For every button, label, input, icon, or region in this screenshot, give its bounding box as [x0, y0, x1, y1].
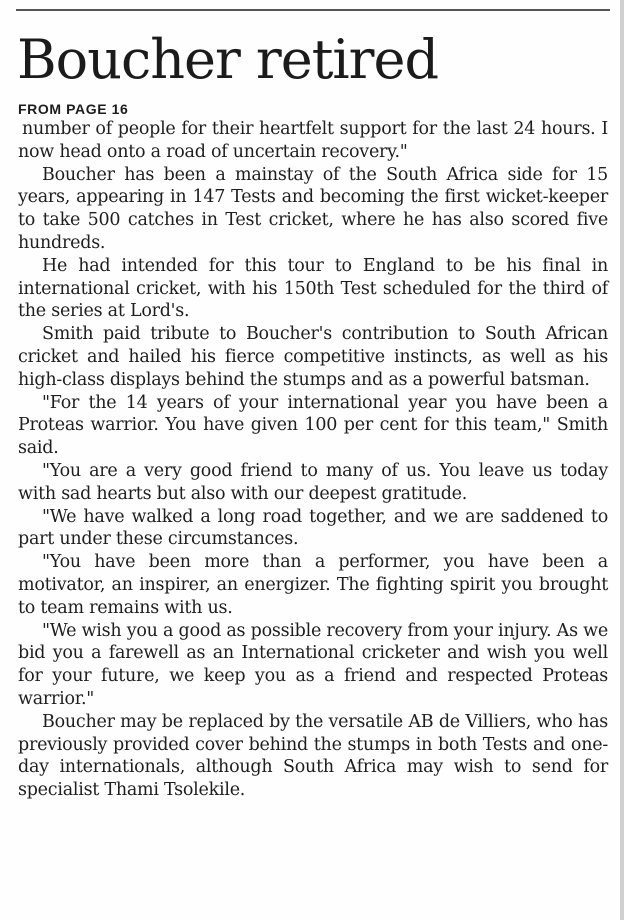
paragraph: "You have been more than a performer, you have been a motivator, an inspirer, an energizer. The fighting spirit you brought to team remains with us. [18, 552, 608, 618]
page-edge [620, 0, 624, 920]
article-body [18, 118, 608, 802]
paragraph: "For the 14 years of your international year you have been a Proteas warrior. You have given 100 per cent for this team," Smith said. [18, 392, 608, 459]
jump-line: FROM PAGE 16 [18, 101, 129, 117]
paragraph: "You are a very good friend to many of us. You leave us today with sad hearts but also with our deepest gratitude. [18, 460, 608, 504]
paragraph: Boucher may be replaced by the versatile AB de Villiers, who has previously provided cover behind the stumps in both Tests and one-day internationals, although South Africa may wish to send for specialist Thami Tsolekile. [18, 711, 608, 801]
top-rule [16, 9, 610, 11]
paragraph: Boucher has been a mainstay of the South Africa side for 15 years, appearing in 147 Tests and becoming the first wicket-keeper to take 500 catches in Test cricket, where he has also scored five hundreds. [18, 164, 608, 253]
paragraph: He had intended for this tour to England to be his final in international cricket, with his 150th Test scheduled for the third of the series at Lord's. [18, 255, 608, 322]
paragraph: "We have walked a long road together, and we are saddened to part under these circumstances. [18, 506, 608, 550]
headline: Boucher retired [17, 28, 439, 91]
paragraph: Smith paid tribute to Boucher's contribution to South African cricket and hailed his fierce competitive instincts, as well as his high-class displays behind the stumps and as a powerful batsman. [18, 324, 608, 390]
paragraph: "We wish you a good as possible recovery from your injury. As we bid you a farewell as an International cricketer and wish you well for your future, we keep you as a friend and respected Proteas warrior." [18, 620, 608, 709]
paragraph: number of people for their heartfelt support for the last 24 hours. I now head onto a road of uncertain recovery." [18, 119, 608, 162]
